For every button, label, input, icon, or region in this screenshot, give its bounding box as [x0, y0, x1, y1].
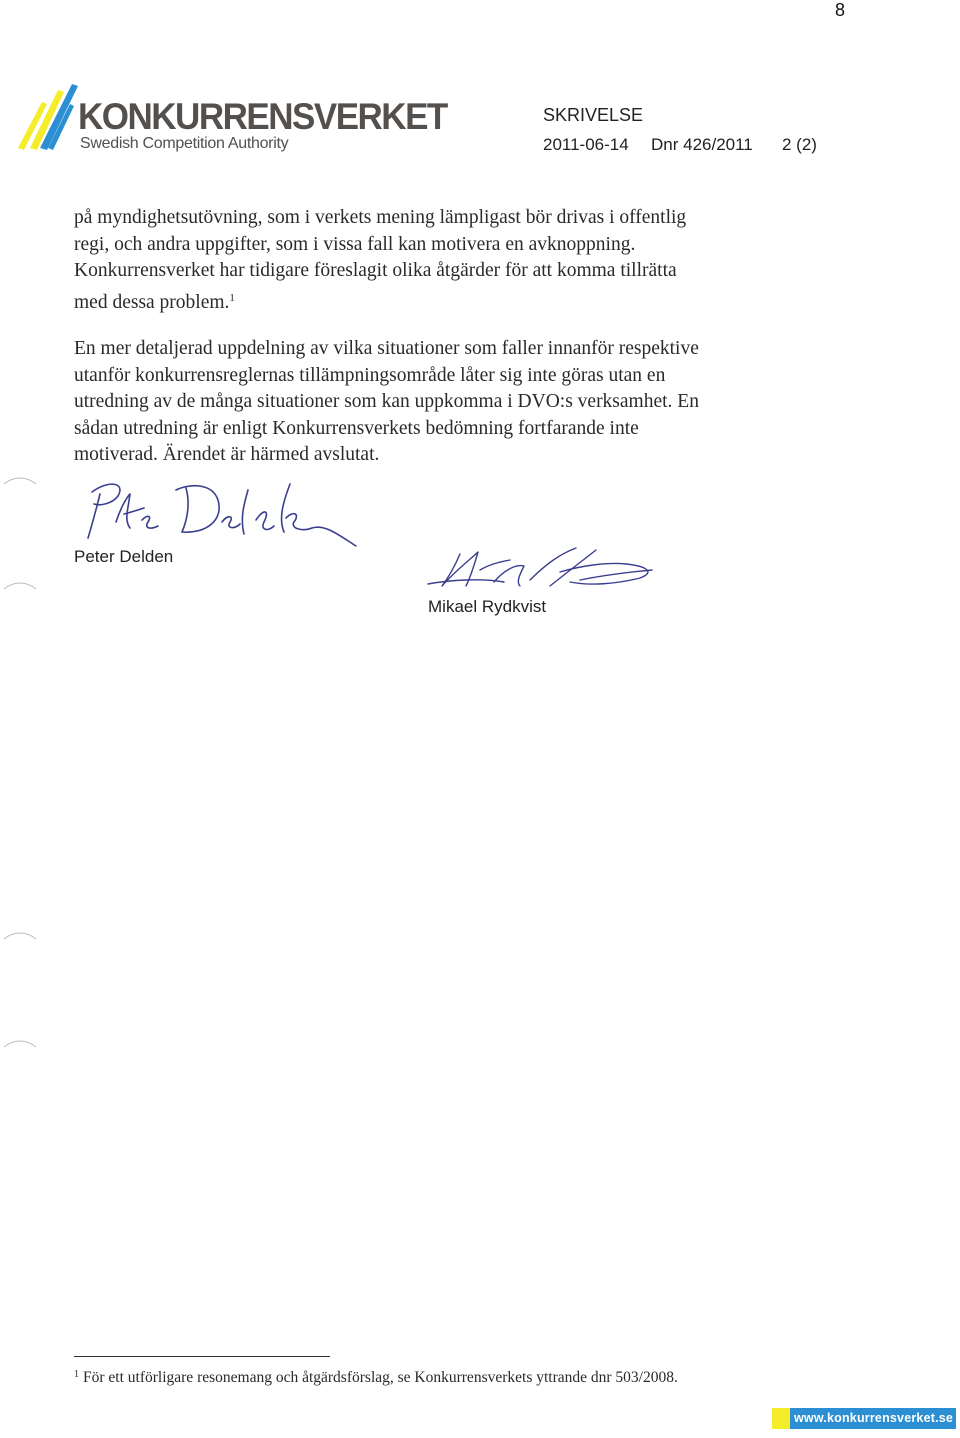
signer-name: Mikael Rydkvist: [428, 597, 547, 616]
punch-hole-mark: [0, 1033, 40, 1063]
org-logo: [12, 82, 447, 157]
page-number: 8: [834, 0, 845, 20]
text-line: motiverad. Ärendet är härmed avslutat.: [74, 444, 380, 466]
text-line: sådan utredning är enligt Konkurrensverkets bedömning fortfarande inte: [74, 417, 639, 439]
document-dnr: Dnr 426/2011: [651, 135, 753, 154]
punch-hole-mark: [0, 470, 40, 500]
signer-name: Peter Delden: [74, 547, 174, 566]
text-line: regi, och andra uppgifter, som i vissa fall kan motivera en avknoppning.: [74, 233, 636, 255]
punch-hole-mark: [0, 575, 40, 605]
text-line: utredning av de många situationer som kan uppkomma i DVO:s verksamhet. En: [74, 391, 699, 413]
paragraph-1: [74, 205, 794, 316]
text-line: [74, 285, 794, 317]
org-subtitle: Swedish Competition Authority: [80, 135, 289, 152]
footnote-divider: [74, 1356, 330, 1357]
website-link[interactable]: www.konkurrensverket.se: [794, 1411, 954, 1425]
text-line: En mer detaljerad uppdelning av vilka situationer som faller innanför respektive: [74, 338, 699, 359]
org-name: KONKURRENSVERKET: [78, 96, 447, 138]
text-line-content: med dessa problem.: [74, 291, 230, 313]
text-line: på myndighetsutövning, som i verkets mening lämpligast bör drivas i offentlig: [74, 207, 687, 228]
text-line: utanför konkurrensreglernas tillämpningsområde låter sig inte göras utan en: [74, 364, 666, 386]
footnote-number: 1: [74, 1369, 79, 1380]
page-of-total: 2 (2): [782, 135, 817, 154]
footnote-text: För ett utförligare resonemang och åtgärdsförslag, se Konkurrensverkets yttrande dnr 503/2008.: [83, 1369, 678, 1386]
text-line: Konkurrensverket har tidigare föreslagit olika åtgärder för att komma tillrätta: [74, 260, 677, 282]
document-type: SKRIVELSE: [543, 105, 644, 125]
website-badge[interactable]: [772, 1408, 956, 1429]
footnote-reference[interactable]: 1: [229, 291, 235, 304]
document-date: 2011-06-14: [543, 135, 629, 154]
logo-stripes-icon: [12, 82, 82, 157]
badge-yellow-block: [772, 1408, 790, 1429]
footnote: [74, 1369, 678, 1387]
punch-hole-mark: [0, 925, 40, 955]
paragraph-2: [74, 336, 794, 469]
